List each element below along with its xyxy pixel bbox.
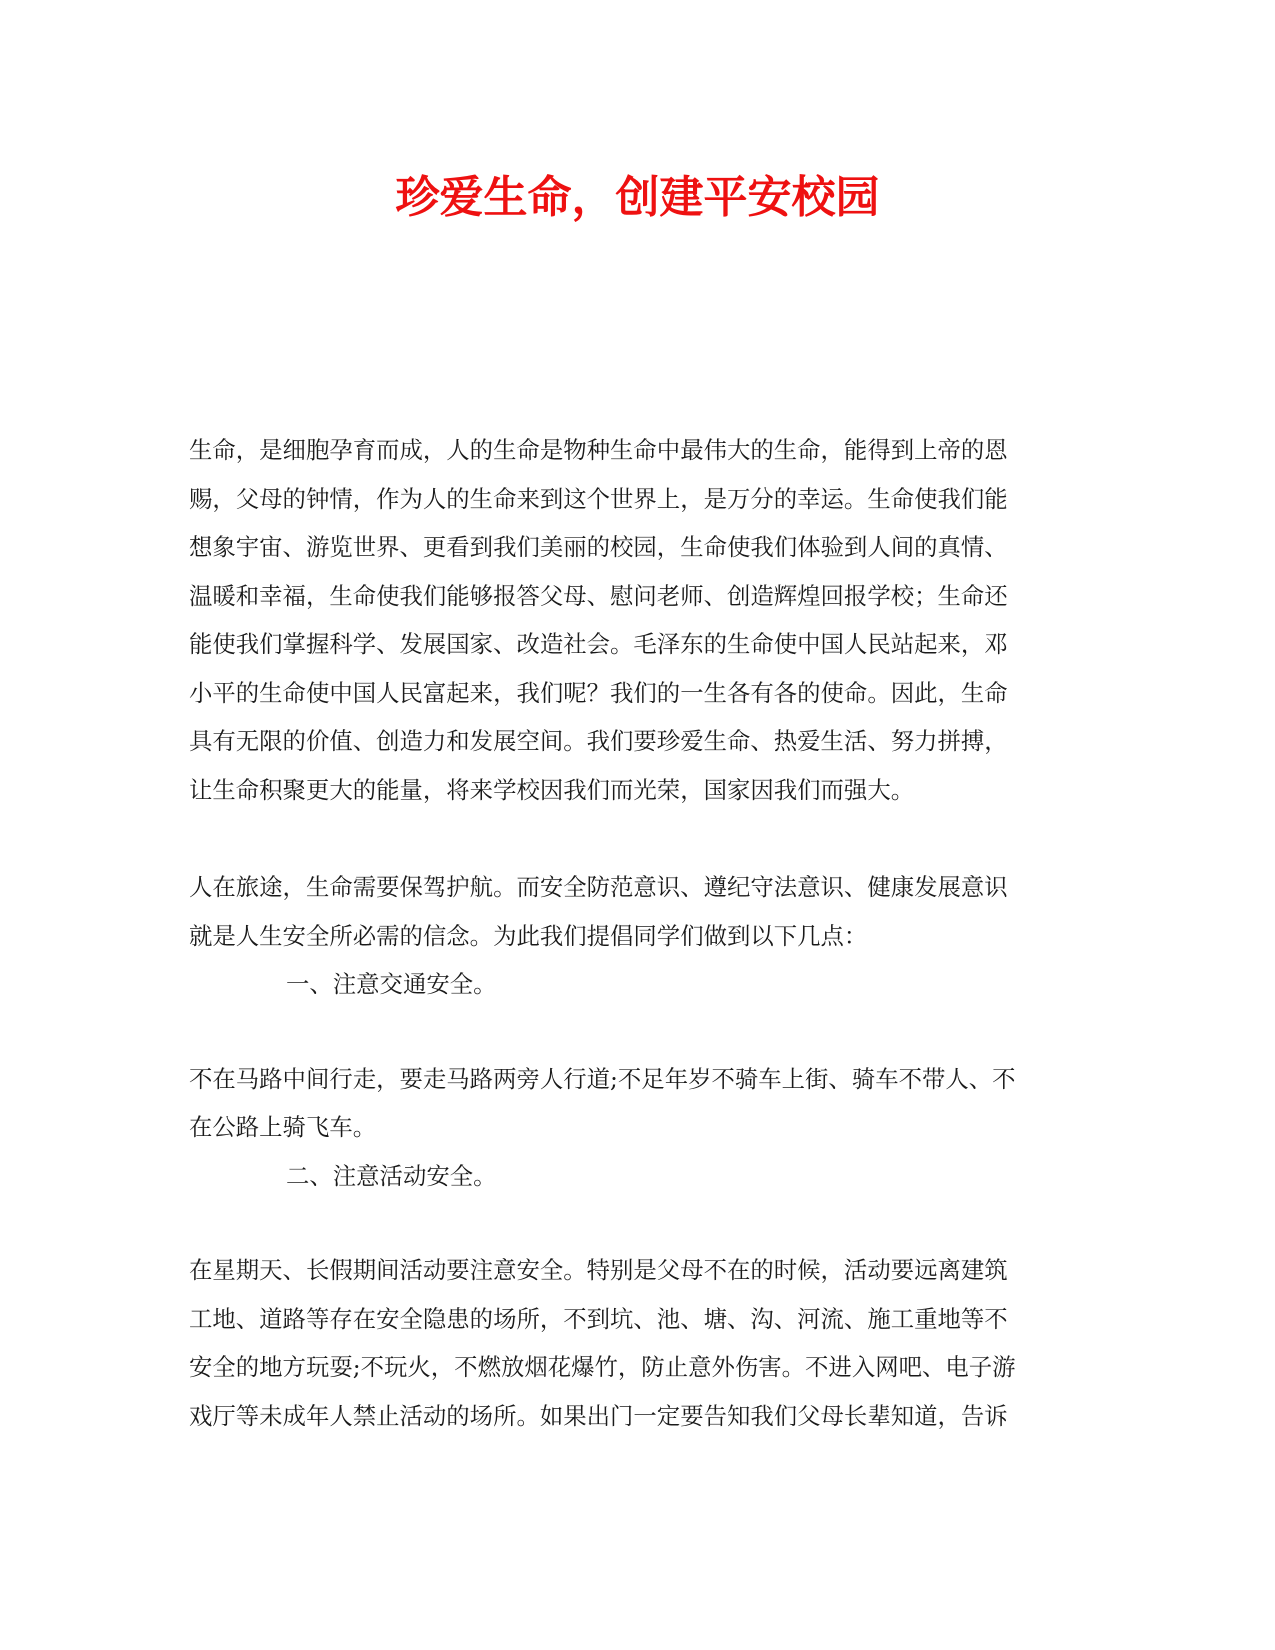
text-line: 具有无限的价值、创造力和发展空间。我们要珍爱生命、热爱生活、努力拼搏， xyxy=(189,727,1008,755)
paragraph-spacer xyxy=(189,1200,1085,1246)
text-line: 能使我们掌握科学、发展国家、改造社会。毛泽东的生命使中国人民站起来，邓 xyxy=(189,630,1008,658)
text-line: 戏厅等未成年人禁止活动的场所。如果出门一定要告知我们父母长辈知道，告诉 xyxy=(189,1401,1008,1430)
document-body xyxy=(189,426,1085,1440)
text-line: 就是人生安全所必需的信念。为此我们提倡同学们做到以下几点： xyxy=(189,921,868,950)
text-line: 工地、道路等存在安全隐患的场所，不到坑、池、塘、沟、河流、施工重地等不 xyxy=(189,1304,1008,1333)
text-line: 在星期天、长假期间活动要注意安全。特别是父母不在的时候，活动要远离建筑 xyxy=(189,1256,1008,1284)
paragraph-spacer xyxy=(189,814,1085,863)
text-line: 人在旅途，生命需要保驾护航。而安全防范意识、遵纪守法意识、健康发展意识 xyxy=(189,873,1008,901)
section-heading-traffic: 一、注意交通安全。 xyxy=(286,970,497,998)
paragraph-traffic xyxy=(189,1055,1085,1152)
text-line: 想象宇宙、游览世界、更看到我们美丽的校园，生命使我们体验到人间的真情、 xyxy=(189,533,1008,561)
text-line: 让生命积聚更大的能量，将来学校因我们而光荣，国家因我们而强大。 xyxy=(189,775,915,804)
text-line: 赐，父母的钟情，作为人的生命来到这个世界上，是万分的幸运。生命使我们能 xyxy=(189,484,1008,513)
paragraph-activity xyxy=(189,1246,1085,1440)
text-line: 温暖和幸福，生命使我们能够报答父母、慰问老师、创造辉煌回报学校；生命还 xyxy=(189,581,1008,610)
section-heading-activity: 二、注意活动安全。 xyxy=(286,1161,497,1190)
document-title: 珍爱生命，创建平安校园 xyxy=(395,172,880,223)
paragraph-journey xyxy=(189,863,1085,960)
paragraph-life xyxy=(189,426,1085,814)
text-line: 生命，是细胞孕育而成，人的生命是物种生命中最伟大的生命，能得到上帝的恩 xyxy=(189,436,1008,464)
text-line: 不在马路中间行走，要走马路两旁人行道;不足年岁不骑车上街、骑车不带人、不 xyxy=(189,1064,1016,1093)
paragraph-spacer xyxy=(189,1009,1085,1055)
text-line: 小平的生命使中国人民富起来，我们呢？我们的一生各有各的使命。因此，生命 xyxy=(189,678,1008,707)
text-line: 在公路上骑飞车。 xyxy=(189,1113,377,1141)
text-line: 安全的地方玩耍;不玩火，不燃放烟花爆竹，防止意外伤害。不进入网吧、电子游 xyxy=(189,1353,1016,1381)
